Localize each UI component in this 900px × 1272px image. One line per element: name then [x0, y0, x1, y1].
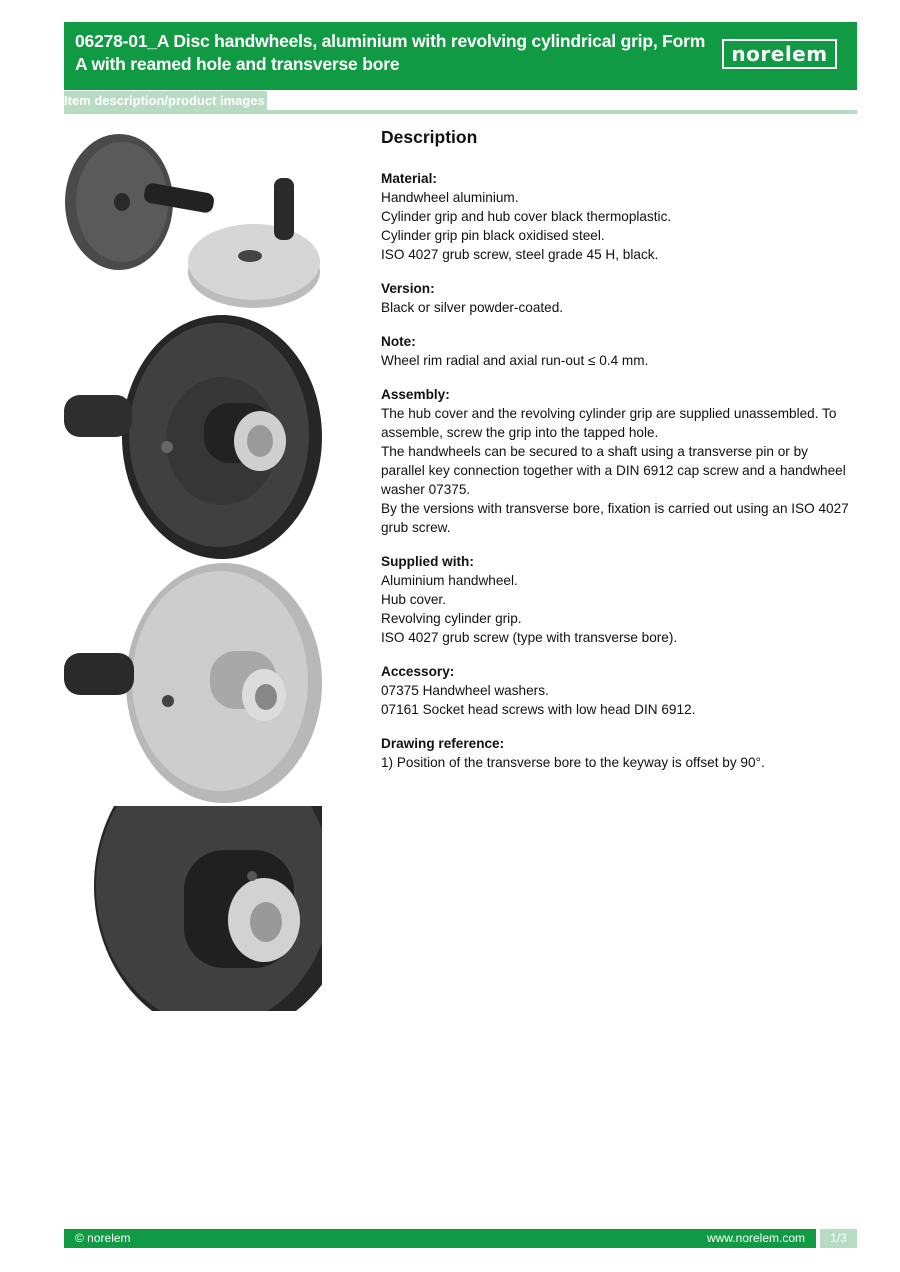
block-title: Assembly: [381, 387, 450, 402]
block-line: Cylinder grip and hub cover black thermoplastic. [381, 209, 672, 224]
norelem-logo [722, 39, 837, 69]
block-line: Aluminium handwheel. [381, 573, 518, 588]
block-title: Drawing reference: [381, 736, 505, 751]
footer-copyright: © norelem [75, 1231, 131, 1245]
drawing-reference-block [381, 734, 851, 772]
page-title: 06278-01_A Disc handwheels, aluminium with revolving cylindrical grip, Form A with reamed hole and transverse bore [75, 31, 706, 74]
block-title: Note: [381, 334, 416, 349]
description-section [381, 128, 851, 787]
version-block [381, 279, 851, 317]
footer-url-link[interactable]: www.norelem.com [706, 1231, 805, 1245]
block-line: ISO 4027 grub screw (type with transverse bore). [381, 630, 678, 645]
block-line: Wheel rim radial and axial run-out ≤ 0.4 mm. [381, 353, 649, 368]
product-images [64, 130, 322, 1011]
block-line: ISO 4027 grub screw, steel grade 45 H, black. [381, 247, 659, 262]
block-line: 1) Position of the transverse bore to the keyway is offset by 90°. [381, 755, 765, 770]
page-number: 1/3 [820, 1229, 857, 1248]
block-line: The handwheels can be secured to a shaft using a transverse pin or by parallel key connection together with a DIN 6912 cap screw and a handwheel washer 07375. [381, 444, 846, 497]
block-line: Handwheel aluminium. [381, 190, 519, 205]
block-title: Version: [381, 281, 435, 296]
block-line: 07375 Handwheel washers. [381, 683, 549, 698]
description-heading: Description [381, 127, 478, 147]
block-line: Revolving cylinder grip. [381, 611, 522, 626]
accessory-block [381, 662, 851, 719]
logo-text: norelem [731, 42, 828, 66]
block-title: Material: [381, 171, 437, 186]
footer-bar [64, 1229, 816, 1248]
block-line: Hub cover. [381, 592, 446, 607]
note-block [381, 332, 851, 370]
block-line: 07161 Socket head screws with low head DIN 6912. [381, 702, 696, 717]
block-title: Accessory: [381, 664, 455, 679]
material-block [381, 169, 851, 264]
block-line: Black or silver powder-coated. [381, 300, 564, 315]
assembly-block [381, 385, 851, 537]
block-line: The hub cover and the revolving cylinder grip are supplied unassembled. To assemble, screw the grip into the tapped hole. [381, 406, 837, 440]
block-line: Cylinder grip pin black oxidised steel. [381, 228, 605, 243]
product-image-3 [64, 561, 322, 806]
supplied-with-block [381, 552, 851, 647]
product-image-2 [64, 313, 322, 561]
product-image-1 [64, 130, 322, 313]
header-banner [64, 22, 857, 90]
product-image-4 [64, 806, 322, 1011]
block-line: By the versions with transverse bore, fixation is carried out using an ISO 4027 grub screw. [381, 501, 849, 535]
block-title: Supplied with: [381, 554, 474, 569]
section-label: Item description/product images [64, 93, 265, 108]
section-divider [64, 110, 857, 114]
